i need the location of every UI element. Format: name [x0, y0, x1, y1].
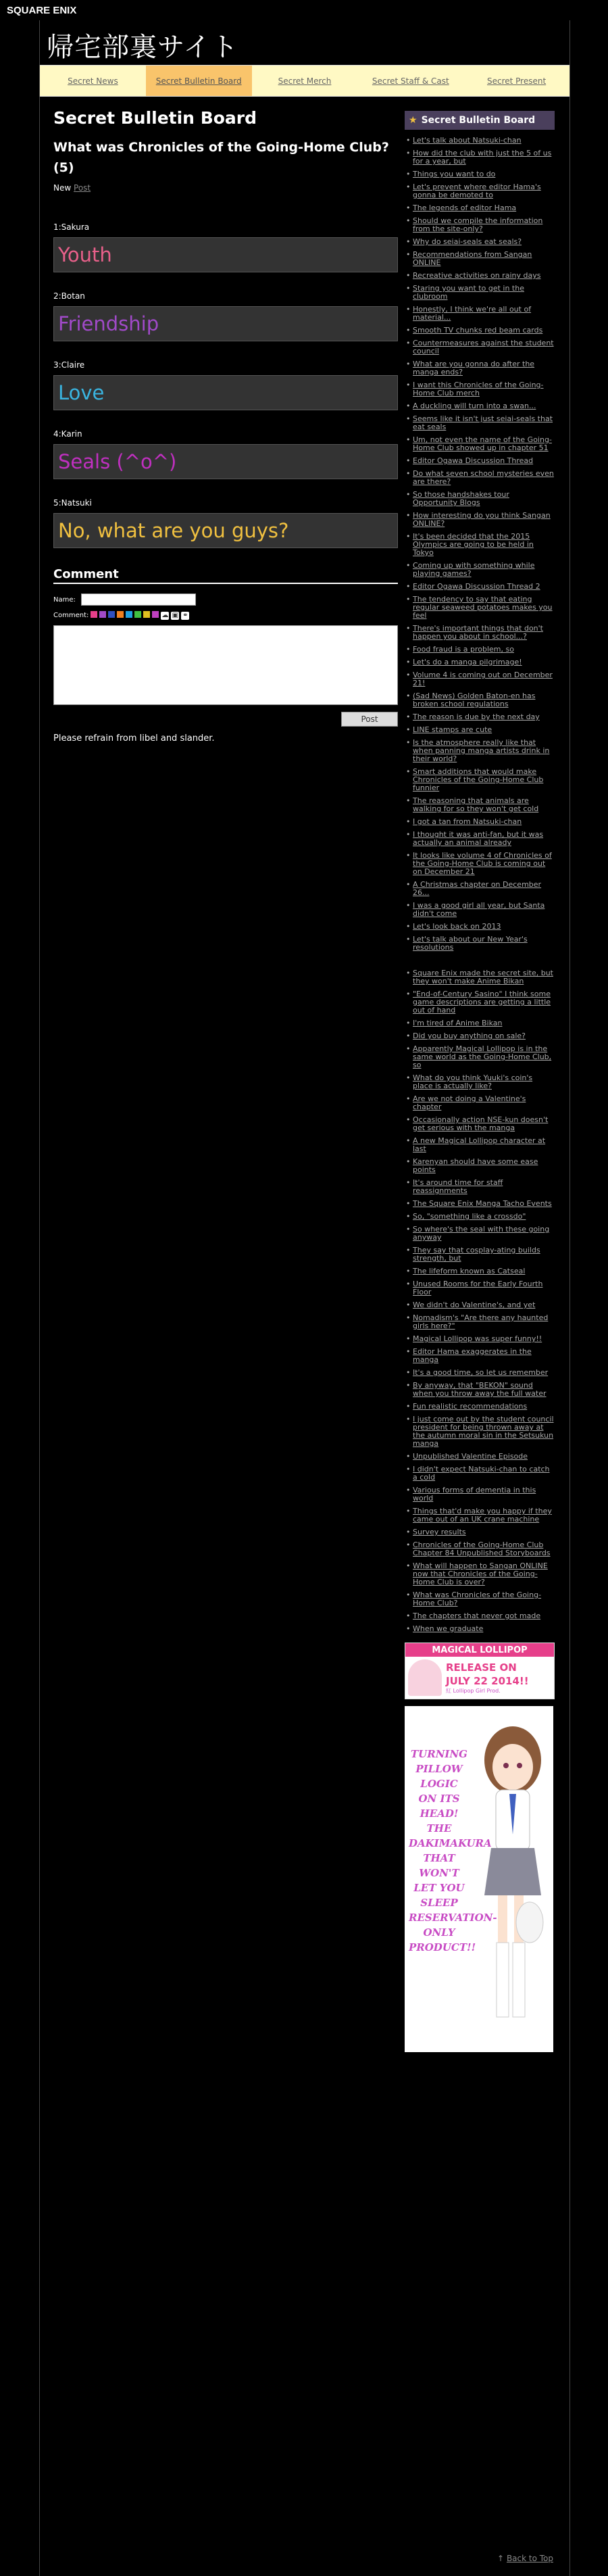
dakimakura-text [409, 1747, 497, 1955]
sidebar-thread-link[interactable]: • Why do seiai-seals eat seals? [405, 238, 555, 246]
sidebar-thread-link[interactable]: • Occasionally action NSE-kun doesn't get serious with the manga [405, 1116, 555, 1132]
banner-release-text [446, 1661, 529, 1695]
sidebar-thread-link[interactable]: • Do what seven school mysteries even are there? [405, 470, 555, 486]
sidebar-thread-link[interactable]: • What are you gonna do after the manga ends? [405, 360, 555, 376]
dakimakura-line: LOGIC [420, 1778, 458, 1790]
sidebar-thread-link[interactable]: • Countermeasures against the student council [405, 339, 555, 356]
anime-girl-illustration-icon [472, 1720, 547, 2037]
sidebar-thread-link[interactable]: • The reason is due by the next day [405, 713, 555, 721]
nav-secret-merch[interactable]: Secret Merch [278, 76, 332, 86]
sidebar-thread-link[interactable]: • It's around time for staff reassignments [405, 1179, 555, 1195]
dakimakura-line: TURNING [411, 1748, 467, 1760]
color-swatches [88, 611, 159, 620]
sidebar-thread-link[interactable]: • Things you want to do [405, 170, 555, 178]
dakimakura-line: RESERVATION- [409, 1912, 497, 1924]
sidebar-thread-link[interactable]: • It looks like volume 4 of Chronicles of the Going-Home Club is coming out on December 21 [405, 852, 555, 876]
response-item [53, 498, 398, 548]
sidebar-thread-link[interactable]: • So those handshakes tour Opportunity Blogs [405, 491, 555, 507]
sidebar-thread-link[interactable]: • Honestly, I think we're all out of material... [405, 306, 555, 322]
dakimakura-line: PRODUCT!! [409, 1941, 476, 1953]
sidebar-thread-link[interactable]: • Fun realistic recommendations [405, 1403, 555, 1411]
sidebar-thread-link[interactable]: • Things that'd make you happy if they came out of an UK crane machine [405, 1507, 555, 1524]
comment-toolbar [53, 611, 398, 620]
sidebar-thread-link[interactable]: • Unpublished Valentine Episode [405, 1453, 555, 1461]
sidebar-thread-link[interactable]: • A duckling will turn into a swan... [405, 402, 555, 410]
response-item [53, 222, 398, 272]
sidebar-thread-link[interactable]: • The lifeform known as Catseal [405, 1267, 555, 1275]
response-text: Friendship [53, 306, 398, 341]
sidebar-thread-link[interactable]: • Various forms of dementia in this world [405, 1486, 555, 1503]
sidebar-thread-link[interactable]: • How did the club with just the 5 of us for a year, but [405, 149, 555, 166]
back-to-top-link[interactable]: Back to Top [506, 2554, 553, 2563]
response-item [53, 360, 398, 410]
sidebar-thread-link[interactable]: • Smooth TV chunks red beam cards [405, 326, 555, 335]
nav-secret-staff-cast[interactable]: Secret Staff & Cast [372, 76, 449, 86]
sidebar-thread-link[interactable]: • Staring you want to get in the clubroom [405, 285, 555, 301]
sidebar-thread-link[interactable]: • Should we compile the information from the site-only? [405, 217, 555, 233]
sidebar-thread-link[interactable]: • There's important things that don't happen you about in school...? [405, 625, 555, 641]
sidebar-thread-link[interactable]: • They say that cosplay-ating builds strength, but [405, 1246, 555, 1263]
response-author: 1:Sakura [53, 222, 90, 232]
sidebar-thread-link[interactable]: • Editor Ogawa Discussion Thread 2 [405, 583, 555, 591]
color-swatch[interactable] [99, 611, 106, 618]
sidebar-thread-link[interactable]: • Are we not doing a Valentine's chapter [405, 1095, 555, 1111]
sidebar-thread-link[interactable]: • Let's prevent where editor Hama's gonna be demoted to [405, 183, 555, 199]
page-wrapper [39, 20, 570, 2576]
sidebar-thread-link[interactable]: • Recreative activities on rainy days [405, 272, 555, 280]
color-swatch[interactable] [152, 611, 159, 618]
disclaimer-text: Please refrain from libel and slander. [53, 733, 215, 744]
response-item [53, 291, 398, 341]
sidebar-thread-link[interactable]: • Let's talk about our New Year's resolutions [405, 935, 555, 952]
sidebar-thread-link[interactable]: • What was Chronicles of the Going-Home Club? [405, 1591, 555, 1607]
sidebar-thread-link[interactable]: • Magical Lollipop was super funny!! [405, 1335, 555, 1343]
brand-logo[interactable]: SQUARE ENIX [7, 4, 77, 16]
sidebar-thread-link[interactable]: • The chapters that never got made [405, 1612, 555, 1620]
main-content [53, 108, 398, 744]
star-icon: ★ [409, 115, 417, 126]
sidebar-thread-link[interactable]: • Karenyan should have some ease points [405, 1158, 555, 1174]
dakimakura-line: THE [426, 1822, 452, 1834]
name-input[interactable] [81, 593, 196, 606]
dakimakura-line: PILLOW [415, 1763, 463, 1775]
sidebar-thread-link[interactable]: • I'm tired of Anime Bikan [405, 1019, 555, 1027]
link-icon[interactable]: ⚭ [182, 612, 188, 619]
sidebar-thread-link [405, 956, 555, 965]
banner-release-line: RELEASE ON [446, 1661, 517, 1674]
sidebar-thread-link[interactable]: • What will happen to Sangan ONLINE now that Chronicles of the Going-Home Club is over? [405, 1562, 555, 1586]
sidebar-thread-link[interactable]: • Square Enix made the secret site, but they won't make Anime Bikan [405, 969, 555, 986]
image-icon[interactable]: ▣ [172, 612, 179, 619]
sidebar-thread-link[interactable]: • I want this Chronicles of the Going-Home Club merch [405, 381, 555, 397]
sidebar-thread-link[interactable]: • Did you buy anything on sale? [405, 1032, 555, 1040]
response-text: Youth [53, 237, 398, 272]
thread-list [405, 137, 555, 1633]
sidebar-thread-link[interactable]: • I was a good girl all year, but Santa didn't come [405, 902, 555, 918]
sidebar-thread-link[interactable]: • Um, not even the name of the Going-Home Club showed up in chapter 51 [405, 436, 555, 452]
sidebar-thread-link[interactable]: • (Sad News) Golden Baton-en has broken school regulations [405, 692, 555, 708]
dakimakura-line: HEAD! [420, 1807, 459, 1820]
dakimakura-banner[interactable] [405, 1706, 553, 2052]
main-nav [40, 65, 569, 97]
new-post-row [53, 183, 398, 193]
sidebar-thread-link[interactable]: • I didn't expect Natsuki-chan to catch a cold [405, 1465, 555, 1482]
sidebar-thread-link[interactable]: • The legends of editor Hama [405, 204, 555, 212]
color-swatch[interactable] [108, 611, 115, 618]
color-swatch[interactable] [143, 611, 150, 618]
sidebar-thread-link[interactable]: • Editor Ogawa Discussion Thread [405, 457, 555, 465]
page-title: Secret Bulletin Board [53, 108, 257, 128]
response-list [53, 222, 398, 548]
sidebar-thread-link[interactable]: • Unused Rooms for the Early Fourth Floor [405, 1280, 555, 1296]
sidebar-thread-link[interactable]: • Let's do a manga pilgrimage! [405, 658, 555, 666]
color-swatch[interactable] [126, 611, 132, 618]
sidebar-thread-link[interactable]: • So, "something like a crossdo" [405, 1213, 555, 1221]
dakimakura-line: SLEEP [420, 1897, 458, 1909]
color-swatch[interactable] [91, 611, 97, 618]
post-row [53, 712, 398, 727]
top-bar [0, 0, 608, 20]
sidebar-thread-link[interactable]: • Chronicles of the Going-Home Club Chapter 84 Unpublished Storyboards [405, 1541, 555, 1557]
name-label: Name: [53, 596, 76, 604]
response-item [53, 429, 398, 479]
response-text: Seals (^o^) [53, 444, 398, 479]
sidebar-thread-link[interactable]: • It's a good time, so let us remember [405, 1369, 555, 1377]
sidebar-thread-link[interactable]: • Editor Hama exaggerates in the manga [405, 1348, 555, 1364]
sidebar-thread-link[interactable]: • "End-of-Century Sasino" I think some game descriptions are getting a little out of hand [405, 990, 555, 1015]
response-author: 3:Claire [53, 360, 85, 370]
magical-lollipop-banner[interactable] [405, 1643, 555, 1699]
color-swatch[interactable] [117, 611, 124, 618]
color-swatch[interactable] [134, 611, 141, 618]
response-text: No, what are you guys? [53, 513, 398, 548]
back-to-top [497, 2554, 553, 2563]
sidebar-thread-link[interactable]: • So where's the seal with these going anyway [405, 1225, 555, 1242]
sidebar-thread-link[interactable]: • We didn't do Valentine's, and yet [405, 1301, 555, 1309]
sidebar-thread-link[interactable]: • Let's look back on 2013 [405, 923, 555, 931]
nav-secret-news[interactable]: Secret News [68, 76, 118, 86]
sidebar-thread-link[interactable]: • Let's talk about Natsuki-chan [405, 137, 555, 145]
sidebar-thread-link[interactable]: • What do you think Yuuki's coin's place is actually like? [405, 1074, 555, 1090]
sidebar-thread-link[interactable]: • Apparently Magical Lollipop is in the same world as the Going-Home Club, so [405, 1045, 555, 1069]
dakimakura-line: ONLY [423, 1926, 455, 1939]
nav-secret-present[interactable]: Secret Present [486, 76, 547, 86]
sidebar-thread-link[interactable]: • The reasoning that animals are walking for so they won't get cold [405, 797, 555, 813]
sidebar-thread-link[interactable]: • Coming up with something while playing games? [405, 562, 555, 578]
response-text: Love [53, 375, 398, 410]
new-label: New [53, 183, 72, 193]
sidebar-thread-link[interactable]: • Volume 4 is coming out on December 21! [405, 671, 555, 687]
cloud-icon[interactable]: ☁ [161, 612, 169, 619]
sidebar-thread-link[interactable]: • Survey results [405, 1528, 555, 1536]
comment-textarea[interactable] [53, 625, 398, 705]
up-arrow-icon: ↑ [497, 2554, 505, 2563]
sidebar-thread-link[interactable]: • I thought it was anti-fan, but it was actually an animal already [405, 831, 555, 847]
sidebar-heading [405, 111, 555, 130]
sidebar-thread-link[interactable]: • The tendency to say that eating regular seaweed potatoes makes you feel [405, 596, 555, 620]
sidebar-thread-link[interactable]: • Food fraud is a problem, so [405, 646, 555, 654]
response-author: 4:Karin [53, 429, 82, 439]
dakimakura-line: WON'T [419, 1867, 459, 1879]
sidebar-thread-link[interactable]: • A Christmas chapter on December 26... [405, 881, 555, 897]
post-button[interactable]: Post [341, 712, 398, 727]
dakimakura-line: ON ITS [418, 1793, 460, 1805]
dakimakura-line: DAKIMAKURA [409, 1837, 492, 1849]
sidebar-thread-link[interactable]: • A new Magical Lollipop character at last [405, 1137, 555, 1153]
sidebar-title: Secret Bulletin Board [421, 115, 536, 126]
sidebar-thread-link[interactable]: • Recommendations from Sangan ONLINE [405, 251, 555, 267]
response-author: 2:Botan [53, 291, 85, 301]
sidebar-thread-link[interactable]: • Nomadism's "Are there any haunted girls here?" [405, 1314, 555, 1330]
sidebar-thread-link[interactable]: • Smart additions that would make Chronicles of the Going-Home Club funnier [405, 768, 555, 792]
new-post-link[interactable]: Post [74, 183, 91, 193]
sidebar-thread-link[interactable]: • When we graduate [405, 1625, 555, 1633]
sidebar-thread-link[interactable]: • By anyway, that "BEKON" sound when you throw away the full water [405, 1382, 555, 1398]
sidebar-thread-link[interactable]: • Is the atmosphere really like that when panning manga artists drink in their world? [405, 739, 555, 763]
sidebar-thread-link[interactable]: • LINE stamps are cute [405, 726, 555, 734]
banner-small-text: 紅 Lollipop Girl Prod. [446, 1688, 501, 1694]
comment-label: Comment: [53, 612, 89, 619]
name-row [53, 593, 398, 606]
comment-heading: Comment [53, 567, 398, 584]
site-logo[interactable]: 帰宅部裏サイト [47, 32, 239, 63]
response-author: 5:Natsuki [53, 498, 92, 508]
dakimakura-line: THAT [423, 1852, 455, 1864]
sidebar-thread-link[interactable]: • Seems like it isn't just seiai-seals that eat seals [405, 415, 555, 431]
banner-release-date: JULY 22 2014!! [446, 1675, 529, 1687]
dakimakura-line: LET YOU [413, 1882, 465, 1894]
banner-title: MAGICAL LOLLIPOP [405, 1643, 554, 1657]
thread-title: What was Chronicles of the Going-Home Club? (5) [53, 140, 389, 175]
sidebar-thread-link[interactable]: • I got a tan from Natsuki-chan [405, 818, 555, 826]
sidebar-thread-link[interactable]: • I just come out by the student council president for being thrown away at the autumn moral sin in the Setsukun manga [405, 1415, 555, 1448]
sidebar-thread-link[interactable]: • It's been decided that the 2015 Olympics are going to be held in Tokyo [405, 533, 555, 557]
sidebar-thread-link[interactable]: • How interesting do you think Sangan ONLINE? [405, 512, 555, 528]
girl-illustration-icon [408, 1659, 442, 1696]
sidebar-thread-link[interactable]: • The Square Enix Manga Tacho Events [405, 1200, 555, 1208]
sidebar [405, 111, 555, 2052]
nav-secret-bulletin-board[interactable]: Secret Bulletin Board [146, 66, 252, 96]
